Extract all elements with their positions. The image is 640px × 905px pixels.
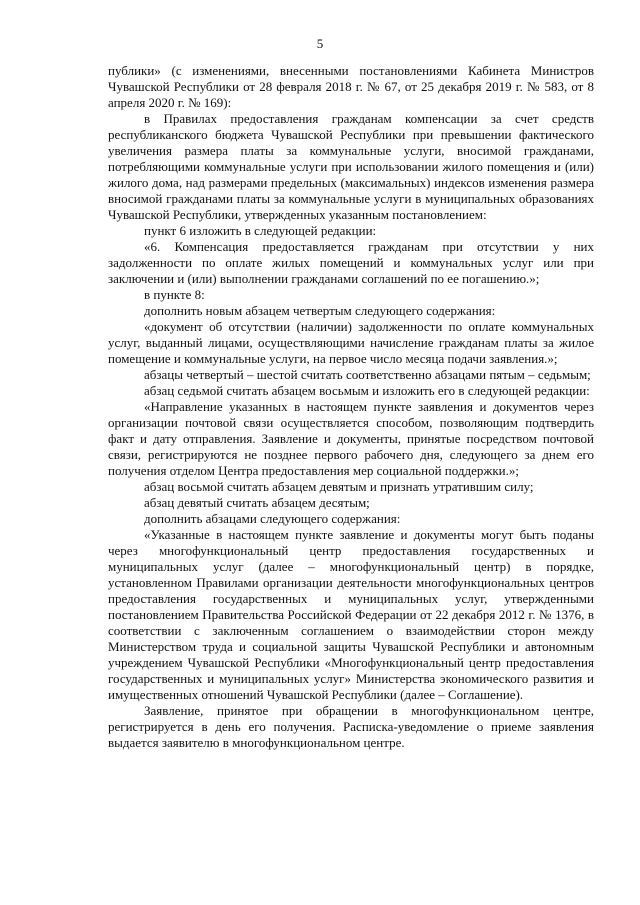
paragraph: в пункте 8: <box>144 287 205 302</box>
paragraph: дополнить новым абзацем четвертым следующего содержания: <box>144 303 496 318</box>
paragraph: публики» (с изменениями, внесенными постановлениями Кабинета Министров Чувашской Республики от 28 февраля 2018 г. № 67, от 25 декабря 2019 г. № 583, от 8 апреля 2020 г. № 169): <box>108 63 594 110</box>
paragraph: пункт 6 изложить в следующей редакции: <box>144 223 377 238</box>
page-number: 5 <box>316 36 324 51</box>
paragraph: «документ об отсутствии (наличии) задолженности по оплате коммунальных услуг, выданный лицами, осуществляющими начисление гражданам платы за жилое помещение и коммунальные услуги, на первое число месяца подачи заявления.»; <box>108 319 594 366</box>
document-body <box>108 63 594 751</box>
paragraph: абзац седьмой считать абзацем восьмым и изложить его в следующей редакции: <box>144 383 590 398</box>
paragraph: «Направление указанных в настоящем пункте заявления и документов через организации почтовой связи осуществляется способом, позволяющим подтвердить факт и дату отправления. Заявление и документы, принятые посредством почтовой связи, регистрируются не позднее первого рабочего дня, следующего за днем его получения отделом Центра предоставления мер социальной поддержки.»; <box>108 399 594 478</box>
paragraph: абзац девятый считать абзацем десятым; <box>144 495 370 510</box>
paragraph: Заявление, принятое при обращении в многофункциональном центре, регистрируется в день его получения. Расписка-уведомление о приеме заявления выдается заявителю в многофункциональном центре. <box>108 703 594 750</box>
paragraph: в Правилах предоставления гражданам компенсации за счет средств республиканского бюджета Чувашской Республики при превышении фактического увеличения размера платы за коммунальные услуги, вносимой гражданами, потребляющими коммунальные услуги при использовании жилого помещения и (или) жилого дома, над размерами предельных (максимальных) индексов изменения размера вносимой гражданами платы за коммунальные услуги в муниципальных образованиях Чувашской Республики, утвержденных указанным постановлением: <box>108 111 594 222</box>
paragraph: «6. Компенсация предоставляется гражданам при отсутствии у них задолженности по оплате жилых помещений и коммунальных услуг или при заключении и (или) выполнении гражданами соглашений по ее погашению.»; <box>108 239 594 286</box>
paragraph: абзац восьмой считать абзацем девятым и признать утратившим силу; <box>144 479 534 494</box>
paragraph: абзацы четвертый – шестой считать соответственно абзацами пятым – седьмым; <box>144 367 591 382</box>
paragraph: дополнить абзацами следующего содержания: <box>144 511 401 526</box>
paragraph: «Указанные в настоящем пункте заявление и документы могут быть поданы через многофункциональный центр предоставления государственных и муниципальных услуг (далее – многофункциональный центр) в порядке, установленном Правилами организации деятельности многофункциональных центров предоставления государственных и муниципальных услуг, утвержденными постановлением Правительства Российской Федерации от 22 декабря 2012 г. № 1376, в соответствии с заключенным соглашением о взаимодействии сторон между Министерством труда и социальной защиты Чувашской Республики и автономным учреждением Чувашской Республики «Многофункциональный центр предоставления государственных и муниципальных услуг» Министерства экономического развития и имущественных отношений Чувашской Республики (далее – Соглашение). <box>108 527 594 702</box>
